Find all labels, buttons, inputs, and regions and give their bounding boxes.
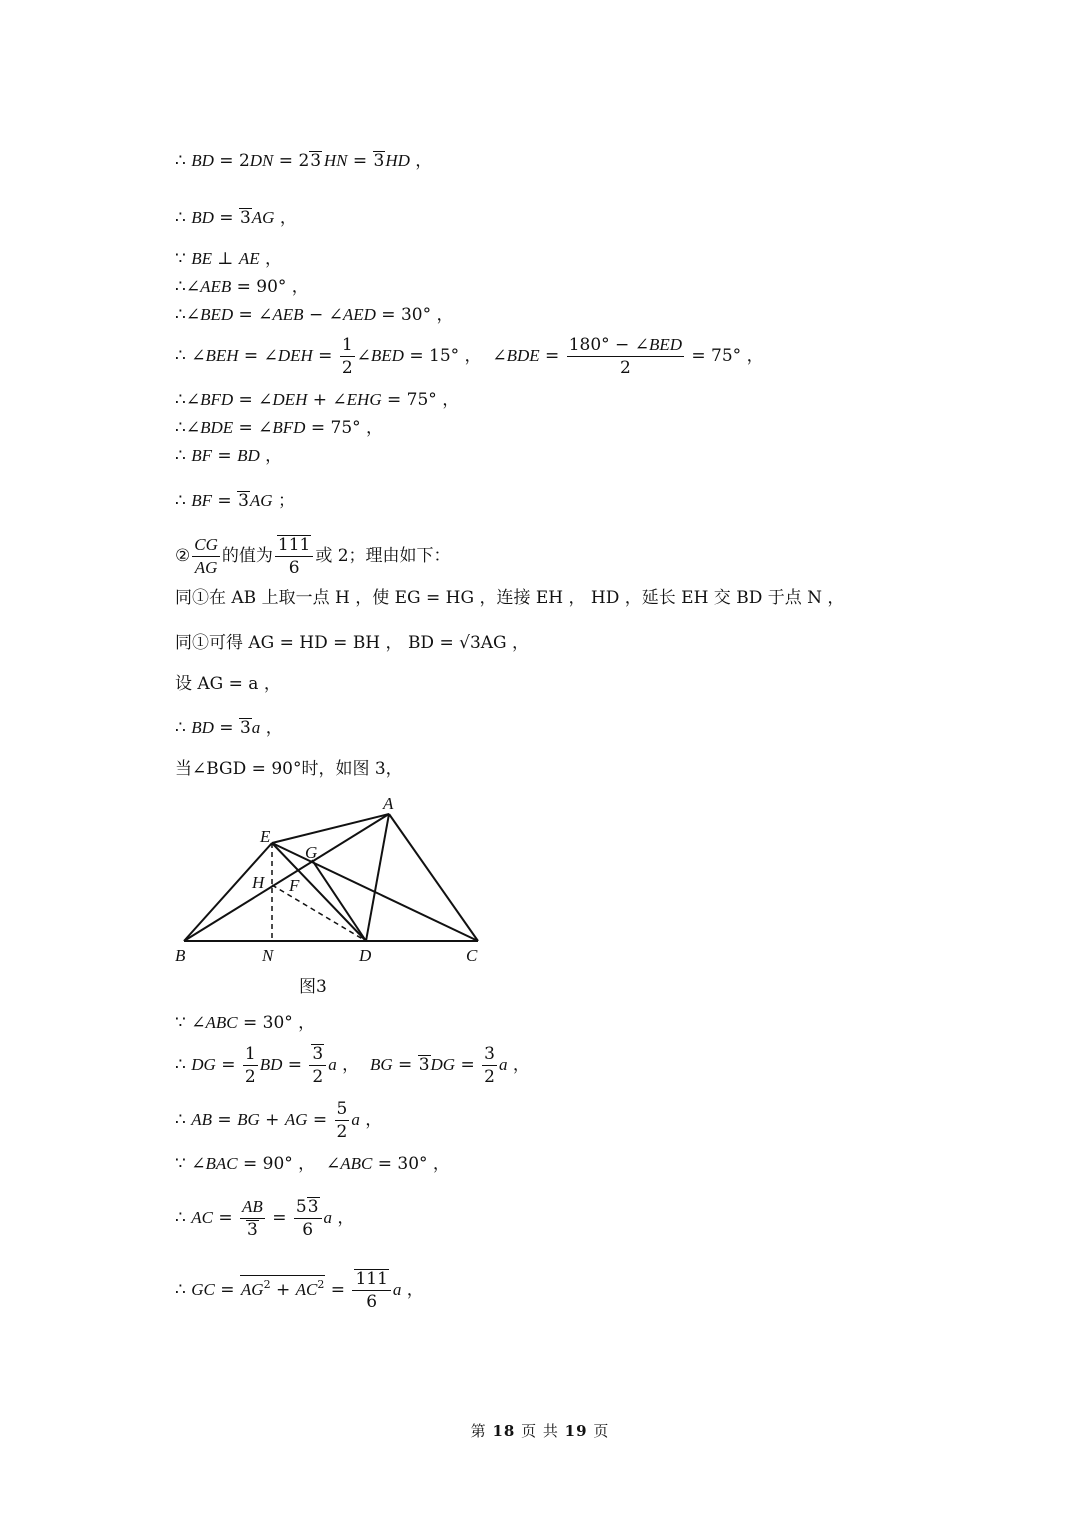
segment-ac	[389, 814, 478, 941]
geometry-figure-3	[175, 795, 495, 975]
label-a: A	[383, 795, 394, 813]
step-aeb: ∴∠AEB = 90° ，	[175, 277, 309, 297]
step-dg-bg: ∴ DG = $\frac{1}{2}$ BD = $\frac{3}{2}$ a ， BG = 3DG = $\frac{3}{2}$ a ，	[175, 1044, 530, 1087]
part2-answer: ② $\frac{CG}{AG}$ 的值为 $\frac{111}{6}$ 或 2；理由如下：	[175, 535, 451, 578]
step-ab: ∴ AB = BG + AG = $\frac{5}{2}$ a ，	[175, 1099, 383, 1142]
label-c: C	[466, 946, 478, 965]
label-f: F	[289, 876, 300, 895]
label-h: H	[252, 873, 265, 892]
step-bd-2dn: ∴ BD = 2DN = 23 HN = 3HD ，	[175, 151, 433, 171]
page-footer: 第 18 页 共 19 页	[470, 1422, 610, 1440]
label-e: E	[260, 827, 271, 846]
label-b: B	[175, 946, 186, 965]
step-gc: ∴ GC = $AG^2 + AC^2$ = $\frac{111}{6}$ a ，	[175, 1269, 424, 1312]
segment-ba	[184, 814, 389, 941]
label-n: N	[262, 946, 274, 965]
step-bf-ag: ∴ BF = 3AG ；	[175, 491, 295, 511]
segment-gd	[312, 860, 366, 941]
step-bed: ∴∠BED = ∠AEB − ∠AED = 30° ，	[175, 305, 454, 325]
step-abc-30: ∵ ∠ABC = 30° ，	[175, 1013, 316, 1033]
step-beh: ∴ ∠BEH = ∠DEH = $\frac{1}{2}$ ∠BED = 15° ， ∠BDE = $\frac{\text{180° − ∠BED}}{2}$ = 75° ，	[175, 335, 764, 378]
segment-ad	[366, 814, 389, 941]
step-bf-bd: ∴ BF = BD ，	[175, 446, 283, 466]
label-d: D	[359, 946, 372, 965]
step-same-result: 同①可得 AG = HD = BH ， BD = √3AG ，	[175, 633, 530, 653]
step-be-perp: ∵ BE ⊥ AE ，	[175, 249, 282, 269]
figure-caption: 图3	[299, 977, 327, 997]
step-bde: ∴∠BDE = ∠BFD = 75° ，	[175, 418, 384, 438]
segment-eg-c	[272, 843, 478, 941]
step-bac-abc: ∵ ∠BAC = 90° ， ∠ABC = 30° ，	[175, 1154, 450, 1174]
label-g: G	[305, 843, 318, 862]
step-same-construction: 同①在 AB 上取一点 H ，使 EG = HG ，连接 EH ， HD ，延长 EH 交 BD 于点 N ，	[175, 588, 845, 608]
step-let-ag: 设 AG = a ，	[175, 674, 281, 694]
step-bfd: ∴∠BFD = ∠DEH + ∠EHG = 75° ，	[175, 390, 460, 410]
step-bd-ag: ∴ BD = 3AG ，	[175, 208, 297, 228]
segment-ea	[272, 814, 389, 843]
step-ac: ∴ AC = $\frac{AB}{3}$ = $\frac{53}{6}$ a ，	[175, 1197, 355, 1240]
step-bd-a: ∴ BD = 3a ，	[175, 718, 283, 738]
segment-be	[184, 843, 272, 941]
step-when: 当∠BGD = 90°时，如图 3，	[175, 759, 403, 779]
